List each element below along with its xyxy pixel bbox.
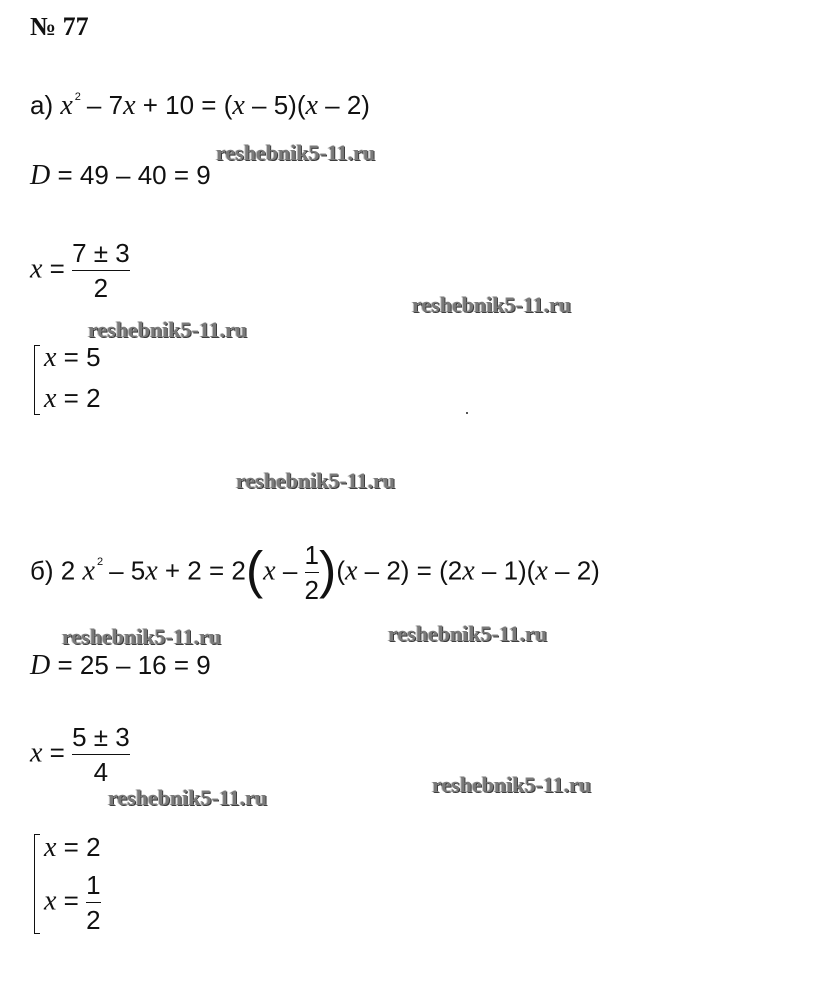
part-a-label: а) [30,90,54,120]
watermark: reshebnik5-11.ru [236,468,396,493]
part-a-root-2: x = 2 [44,383,101,414]
part-b-discriminant: D = 25 – 16 = 9 [30,650,211,681]
part-b-half-fraction: $\frac{1}{2}$ [304,540,319,605]
watermark: reshebnik5-11.ru [108,785,268,810]
part-b-root-2: x = $\frac{1}{2}$ [44,870,101,935]
part-b-root-2-fraction: $\frac{1}{2}$ [86,870,101,935]
watermark: reshebnik5-11.ru [88,317,248,342]
part-b-label: б) [30,555,54,586]
right-big-paren: ) [319,541,337,600]
part-b-roots-bracket [34,834,40,934]
problem-number: № 77 [30,12,89,41]
part-a-root-1: x = 5 [44,342,101,373]
part-a-discriminant: D = 49 – 40 = 9 [30,160,211,191]
part-a-roots-bracket [34,345,40,415]
part-b-fraction: $\frac{5 \pm 3}{4}$ [72,722,130,787]
part-a-root-formula: x = $\frac{7 \pm 3}{2}$ [30,238,130,303]
part-b-equation: б) 2 x $^2$ – 5x + 2 = 2(x – $\frac{1}{2}$ )(x – 2) = (2x – 1)(x – 2) [30,540,600,605]
watermark: reshebnik5-11.ru [388,621,548,646]
part-b-root-1: x = 2 [44,832,101,863]
part-a-fraction: $\frac{7 \pm 3}{2}$ [72,238,130,303]
part-a-equation: а) x $^2$ – 7x + 10 = (x – 5)(x – 2) [30,90,370,121]
watermark: reshebnik5-11.ru [432,772,592,797]
stray-dot [466,412,468,414]
part-b-root-formula: x = $\frac{5 \pm 3}{4}$ [30,722,130,787]
watermark: reshebnik5-11.ru [62,624,222,649]
watermark: reshebnik5-11.ru [412,292,572,317]
left-big-paren: ( [245,541,264,600]
watermark: reshebnik5-11.ru [216,140,376,165]
